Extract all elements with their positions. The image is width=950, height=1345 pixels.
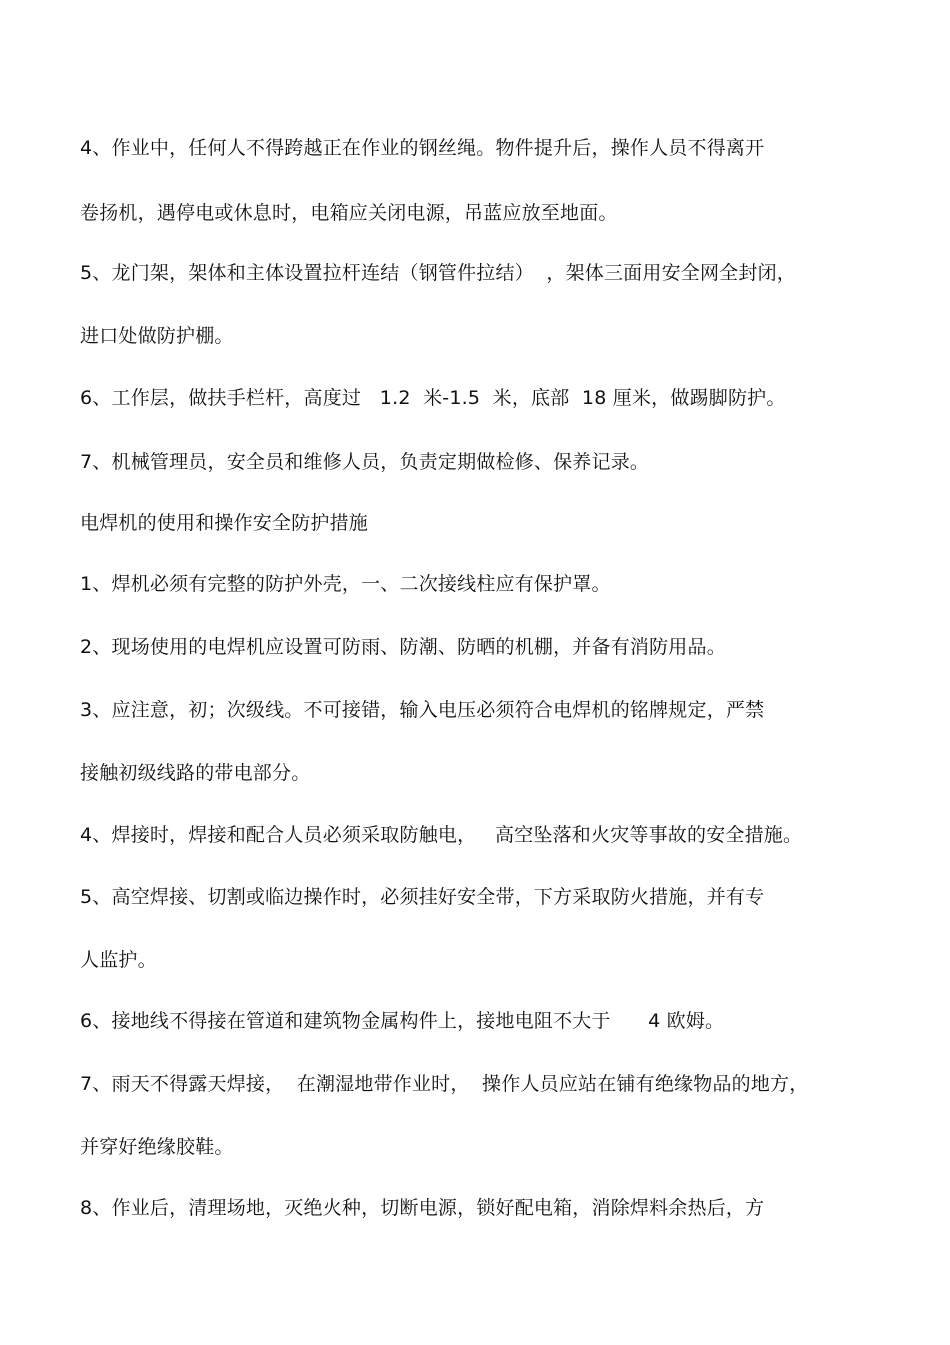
text-line: 卷扬机，遇停电或休息时，电箱应关闭电源，吊蓝应放至地面。 <box>80 202 618 224</box>
text-line: 7、雨天不得露天焊接， 在潮湿地带作业时， 操作人员应站在铺有绝缘物品的地方， <box>80 1073 809 1095</box>
section-heading: 电焊机的使用和操作安全防护措施 <box>80 512 369 534</box>
text-line: 1、焊机必须有完整的防护外壳，一、二次接线柱应有保护罩。 <box>80 573 611 595</box>
text-line: 并穿好绝缘胶鞋。 <box>80 1136 234 1158</box>
text-line: 人监护。 <box>80 949 157 971</box>
text-line: 7、机械管理员，安全员和维修人员，负责定期做检修、保养记录。 <box>80 451 650 473</box>
text-line: 进口处做防护棚。 <box>80 325 234 347</box>
text-line: 4、焊接时，焊接和配合人员必须采取防触电， 高空坠落和火灾等事故的安全措施。 <box>80 824 803 846</box>
text-line: 6、工作层，做扶手栏杆，高度过 1.2 米-1.5 米，底部 18 厘米，做踢脚防护。 <box>80 387 786 409</box>
text-line: 5、高空焊接、切割或临边操作时，必须挂好安全带，下方采取防火措施，并有专 <box>80 886 765 908</box>
text-line: 2、现场使用的电焊机应设置可防雨、防潮、防晒的机棚，并备有消防用品。 <box>80 636 726 658</box>
text-line: 4、作业中，任何人不得跨越正在作业的钢丝绳。物件提升后，操作人员不得离开 <box>80 137 765 159</box>
text-line: 8、作业后，清理场地，灭绝火种，切断电源，锁好配电箱，消除焊料余热后，方 <box>80 1197 765 1219</box>
text-line: 接触初级线路的带电部分。 <box>80 762 311 784</box>
text-line: 5、龙门架，架体和主体设置拉杆连结（钢管件拉结） ，架体三面用安全网全封闭， <box>80 262 796 284</box>
text-line: 3、应注意，初；次级线。不可接错，输入电压必须符合电焊机的铭牌规定，严禁 <box>80 699 765 721</box>
text-line: 6、接地线不得接在管道和建筑物金属构件上，接地电阻不大于 4 欧姆。 <box>80 1010 725 1032</box>
